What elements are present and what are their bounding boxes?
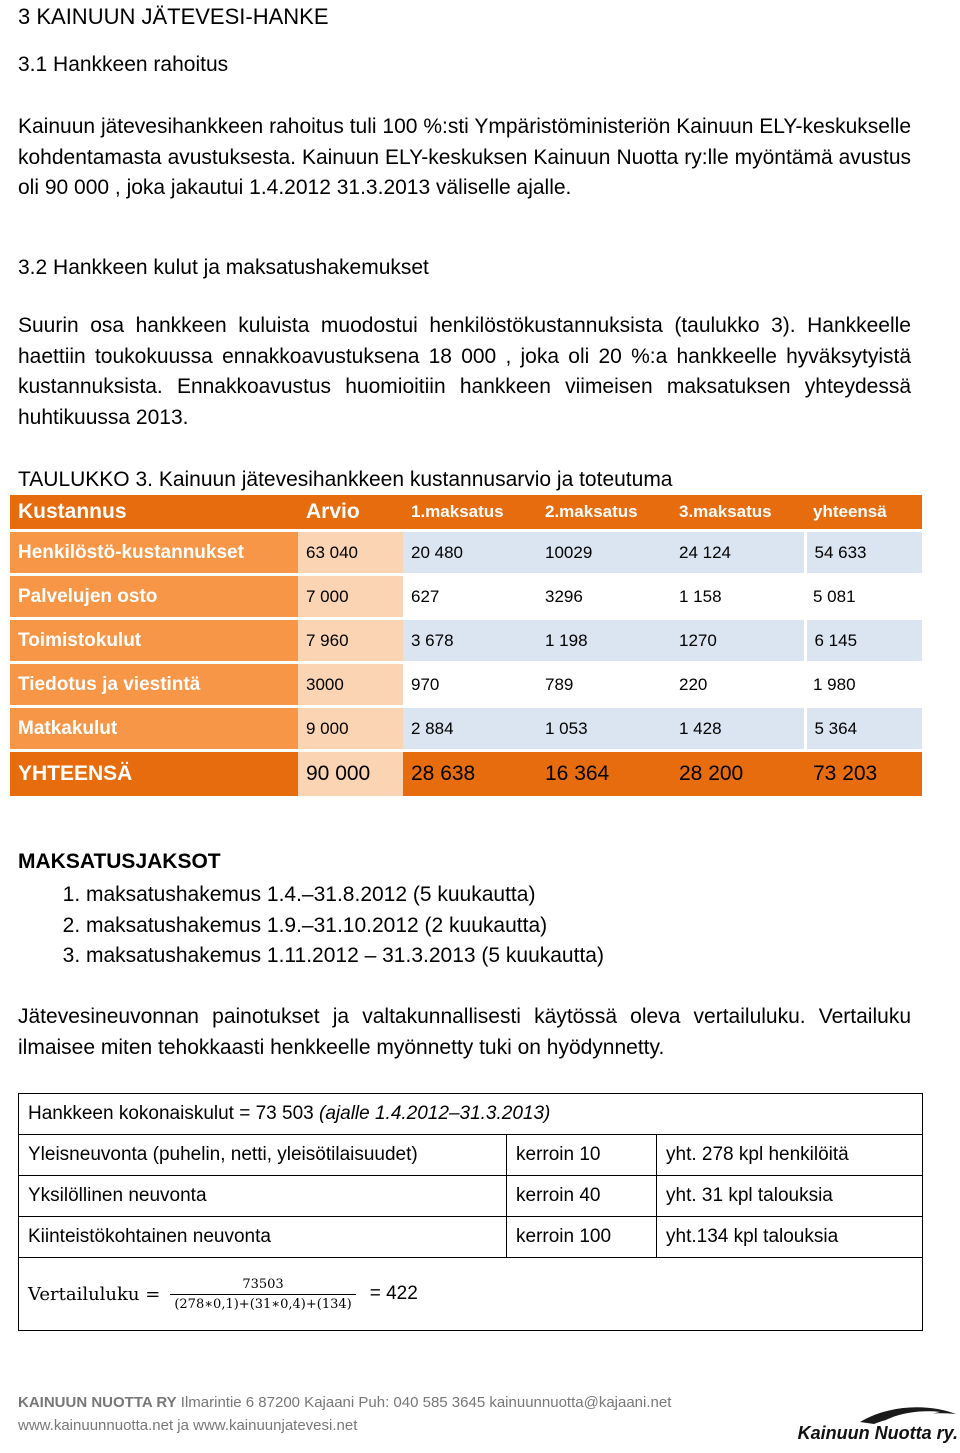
cell-arvio: 3000 [298, 663, 403, 707]
total-yhteensa: 73 203 [805, 751, 922, 797]
summary-type: Yleisneuvonta (puhelin, netti, yleisötilaisuudet) [19, 1135, 507, 1176]
cell-yhteensa: 6 145 [805, 619, 922, 663]
cell-maksatus-1: 3 678 [403, 619, 537, 663]
cell-maksatus-3: 1270 [671, 619, 805, 663]
total-arvio: 90 000 [298, 751, 403, 797]
cell-arvio: 63 040 [298, 531, 403, 575]
maksatusjaksot-list [20, 880, 604, 972]
row-label: Matkakulut [10, 707, 298, 751]
paragraph-vertailu: Jätevesineuvonnan painotukset ja valtakunnallisesti käytössä oleva vertailuluku. Vertailuku ilmaisee miten tehokkaasti henkkeelle myönnetty tuki on hyödynnetty. [18, 1005, 911, 1059]
total-cost-period: (ajalle 1.4.2012–31.3.2013) [319, 1103, 551, 1124]
cell-maksatus-2: 789 [537, 663, 671, 707]
maksatusjaksot-title: MAKSATUSJAKSOT [18, 850, 221, 873]
header-arvio: Arvio [298, 495, 403, 531]
table-row [10, 707, 922, 751]
summary-row [19, 1135, 923, 1176]
cell-yhteensa: 5 364 [805, 707, 922, 751]
subsection-heading-rahoitus: 3.1 Hankkeen rahoitus [18, 53, 229, 76]
row-label: Tiedotus ja viestintä [10, 663, 298, 707]
summary-row [19, 1176, 923, 1217]
total-label: YHTEENSÄ [10, 751, 298, 797]
table-row [10, 575, 922, 619]
formula-lhs: Vertailuluku = [28, 1283, 161, 1305]
summary-count: yht.134 kpl talouksia [657, 1217, 923, 1258]
list-item: 1. maksatushakemus 1.4.–31.8.2012 (5 kuukautta) [86, 880, 604, 911]
cell-arvio: 7 000 [298, 575, 403, 619]
table-caption: TAULUKKO 3. Kainuun jätevesihankkeen kustannusarvio ja toteutuma [18, 468, 673, 491]
formula-numerator: 73503 [242, 1276, 284, 1292]
row-label: Palvelujen osto [10, 575, 298, 619]
cell-yhteensa: 5 081 [805, 575, 922, 619]
summary-factor: kerroin 100 [507, 1217, 657, 1258]
kainuun-nuotta-logo [790, 1400, 960, 1448]
cell-maksatus-3: 220 [671, 663, 805, 707]
paragraph-kulut: Suurin osa hankkeen kuluista muodostui henkilöstökustannuksista (taulukko 3). Hankkeelle haettiin toukokuussa ennakkoavustuksena 18 000 , joka oli 20 %:a hankkeelle hyväksytyistä kustannuksista. Ennakkoavustus huomioitiin hankkeen viimeisen maksatuksen yhteydessä huhtikuussa 2013. [18, 314, 911, 429]
logo-text: Kainuun Nuotta ry. [797, 1423, 958, 1443]
total-cost-text: Hankkeen kokonaiskulut = 73 503 [28, 1103, 320, 1124]
summary-count: yht. 31 kpl talouksia [657, 1176, 923, 1217]
cell-maksatus-3: 24 124 [671, 531, 805, 575]
summary-type: Yksilöllinen neuvonta [19, 1176, 507, 1217]
formula-cell [19, 1258, 923, 1331]
cell-maksatus-2: 1 053 [537, 707, 671, 751]
formula-denominator: (278∗0,1)+(31∗0,4)+(134) [170, 1294, 355, 1312]
summary-factor: kerroin 40 [507, 1176, 657, 1217]
footer-contact: Ilmarintie 6 87200 Kajaani Puh: 040 585 3645 kainuunnuotta@kajaani.net [176, 1394, 672, 1411]
footer-address [18, 1394, 671, 1411]
summary-type: Kiinteistökohtainen neuvonta [19, 1217, 507, 1258]
formula-result: = 422 [369, 1283, 418, 1304]
summary-formula-row [19, 1258, 923, 1331]
summary-count: yht. 278 kpl henkilöitä [657, 1135, 923, 1176]
list-item: 2. maksatushakemus 1.9.–31.10.2012 (2 kuukautta) [86, 911, 604, 942]
vertailuluku-formula [28, 1277, 922, 1312]
cell-maksatus-1: 2 884 [403, 707, 537, 751]
cell-arvio: 7 960 [298, 619, 403, 663]
cell-arvio: 9 000 [298, 707, 403, 751]
table-row [10, 663, 922, 707]
cell-maksatus-1: 627 [403, 575, 537, 619]
header-maksatus-1: 1.maksatus [403, 495, 537, 531]
summary-row [19, 1217, 923, 1258]
subsection-heading-kulut: 3.2 Hankkeen kulut ja maksatushakemukset [18, 256, 429, 279]
cell-maksatus-1: 970 [403, 663, 537, 707]
cost-table [10, 495, 922, 796]
formula-fraction [170, 1277, 355, 1312]
summary-total-row [19, 1094, 923, 1135]
footer-web: www.kainuunnuotta.net ja www.kainuunjatevesi.net [18, 1417, 358, 1434]
cell-maksatus-3: 1 428 [671, 707, 805, 751]
row-label: Toimistokulut [10, 619, 298, 663]
cell-maksatus-1: 20 480 [403, 531, 537, 575]
header-kustannus: Kustannus [10, 495, 298, 531]
total-maksatus-1: 28 638 [403, 751, 537, 797]
row-label: Henkilöstö-kustannukset [10, 531, 298, 575]
total-maksatus-2: 16 364 [537, 751, 671, 797]
total-maksatus-3: 28 200 [671, 751, 805, 797]
header-maksatus-3: 3.maksatus [671, 495, 805, 531]
cell-yhteensa: 1 980 [805, 663, 922, 707]
table-total-row [10, 751, 922, 797]
cell-maksatus-2: 3296 [537, 575, 671, 619]
header-yhteensa: yhteensä [805, 495, 922, 531]
cell-maksatus-2: 10029 [537, 531, 671, 575]
cell-yhteensa: 54 633 [805, 531, 922, 575]
list-item: 3. maksatushakemus 1.11.2012 – 31.3.2013 (5 kuukautta) [86, 941, 604, 972]
table-header-row [10, 495, 922, 531]
table-row [10, 531, 922, 575]
cell-maksatus-3: 1 158 [671, 575, 805, 619]
summary-table [18, 1093, 923, 1331]
header-maksatus-2: 2.maksatus [537, 495, 671, 531]
summary-factor: kerroin 10 [507, 1135, 657, 1176]
cell-maksatus-2: 1 198 [537, 619, 671, 663]
total-cost-cell [19, 1094, 923, 1135]
footer-org: KAINUUN NUOTTA RY [18, 1394, 177, 1411]
paragraph-rahoitus: Kainuun jätevesihankkeen rahoitus tuli 100 %:sti Ympäristöministeriön Kainuun ELY-keskukselle kohdentamasta avustuksesta. Kainuun ELY-keskuksen Kainuun Nuotta ry:lle myöntämä avustus oli 90 000 , joka jakautui 1.4.2012 31.3.2013 väliselle ajalle. [18, 115, 911, 199]
table-row [10, 619, 922, 663]
section-heading: 3 KAINUUN JÄTEVESI-HANKE [18, 4, 329, 29]
